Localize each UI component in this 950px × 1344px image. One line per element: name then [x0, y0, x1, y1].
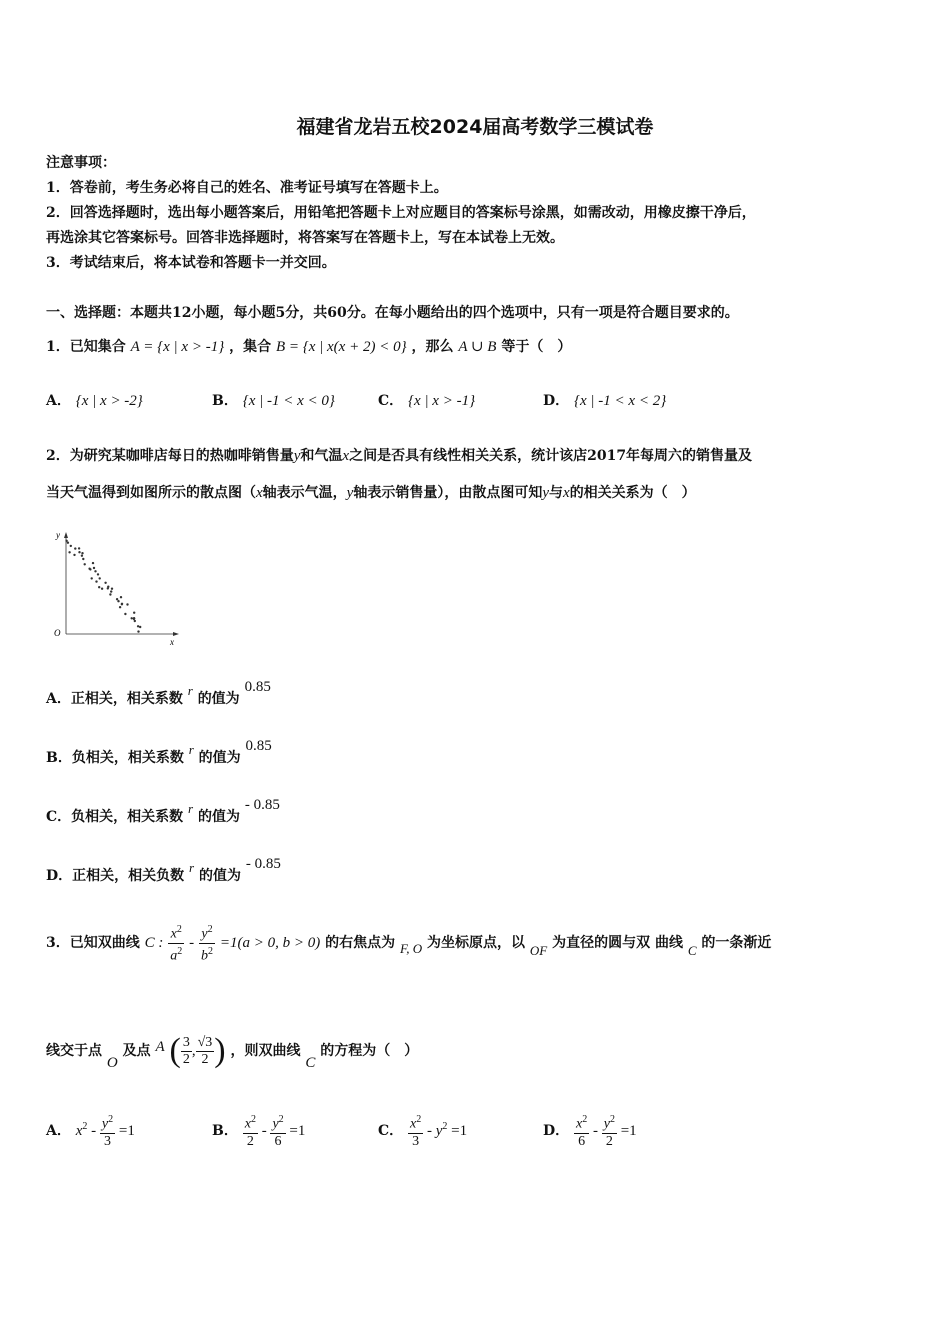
scatter-points [65, 540, 141, 633]
notice-item-1: 1．答卷前，考生务必将自己的姓名、准考证号填写在答题卡上。 [46, 180, 448, 196]
scatter-point [74, 547, 76, 549]
scatter-point [119, 606, 121, 608]
q1-option-d[interactable]: D． {x | -1 < x < 2} [543, 393, 667, 409]
scatter-point [73, 554, 75, 556]
q2-var-x: x [342, 448, 350, 464]
scatter-point [78, 547, 80, 549]
scatter-point [81, 555, 83, 557]
scatter-point [84, 563, 86, 565]
scatter-point [91, 577, 93, 579]
scatter-point [65, 540, 67, 542]
q1-option-b-value: {x | -1 < x < 0} [242, 393, 335, 409]
q3-frac-y2-b2: $\frac{y^2}{b^2}$ [201, 924, 213, 964]
question-3-line-2: 线交于点 O 及点 A ( $\frac{3}{2}$ , $\frac{√3}{2}$ ) ，则双曲线 C 的方程为（ ） [46, 1032, 419, 1071]
notice-item-3: 3．考试结束后，将本试卷和答题卡一并交回。 [46, 255, 336, 271]
q2-option-b[interactable]: B．负相关，相关系数 r 的值为 0.85 [46, 738, 272, 766]
notice-item-2a: 2．回答选择题时，选出每小题答案后，用铅笔把答题卡上对应题目的答案标号涂黑，如需改动，用橡皮擦干净后， [46, 205, 756, 221]
plot-y-label: y [56, 530, 60, 540]
scatter-point [120, 596, 122, 598]
scatter-point [97, 573, 99, 575]
plot-x-label: x [170, 637, 174, 647]
q2-option-d[interactable]: D．正相关，相关负数 r 的值为 - 0.85 [46, 856, 281, 884]
page-title: 福建省龙岩五校2024届高考数学三模试卷 [296, 116, 654, 138]
q1-option-a[interactable]: A． {x | x > -2} [46, 393, 143, 409]
q2-option-a-value: 0.85 [244, 679, 271, 695]
plot-origin-label: O [54, 628, 61, 638]
scatter-point [133, 617, 135, 619]
scatter-point [81, 552, 83, 554]
scatter-point [117, 600, 119, 602]
q1-mid: ，集合 [229, 339, 272, 355]
q1-option-c-value: {x | x > -1} [408, 393, 476, 409]
scatter-point [121, 603, 123, 605]
scatter-point [82, 558, 84, 560]
scatter-point [94, 570, 96, 572]
question-3-line-1: 3．已知双曲线 C : $\frac{x^2}{a^2}$ - $\frac{y^2}{b^2}$ =1(a > 0, b > 0) 的右焦点为 F, O 为坐标原点，以 OF 为直径的圆与双 曲线 C 的一条渐近 [46, 924, 772, 964]
scatter-point [95, 580, 97, 582]
question-2-line-1: 2．为研究某咖啡店每日的热咖啡销售量y和气温x之间是否具有线性相关关系，统计该店2017年每周六的销售量及 [46, 448, 753, 464]
question-1 [46, 336, 571, 356]
q1-set-a: A = {x | x > -1} [130, 339, 225, 355]
q2-var-y: y [293, 448, 301, 464]
scatter-point [124, 613, 126, 615]
notice-item-2b: 再选涂其它答案标号。回答非选择题时，将答案写在答题卡上，写在本试卷上无效。 [46, 230, 564, 246]
scatter-point [126, 603, 128, 605]
scatter-point [89, 568, 91, 570]
q1-option-d-value: {x | -1 < x < 2} [574, 393, 667, 409]
scatter-plot [48, 528, 183, 648]
scatter-point [99, 577, 101, 579]
scatter-point [137, 630, 139, 632]
q3-option-b[interactable]: B． $\frac{x^2}{2}$ - $\frac{y^2}{6}$ =1 [212, 1114, 306, 1149]
question-2-line-2: 当天气温得到如图所示的散点图（x轴表示气温，y轴表示销售量），由散点图可知y与x的相关关系为（ ） [46, 485, 696, 501]
scatter-point [92, 562, 94, 564]
q3-point-a-y: $\frac{√3}{2}$ [197, 1034, 213, 1067]
q3-option-d[interactable]: D． $\frac{x^2}{6}$ - $\frac{y^2}{2}$ =1 [543, 1114, 637, 1149]
q2-option-c-value: - 0.85 [244, 797, 280, 813]
scatter-point [133, 612, 135, 614]
plot-x-arrow [173, 632, 179, 636]
q1-prefix: 1．已知集合 [46, 339, 126, 355]
scatter-point [68, 551, 70, 553]
q1-set-b: B = {x | x(x + 2) < 0} [275, 339, 407, 355]
q3-option-a[interactable]: A． $x^2$ - $\frac{y^2}{3}$ =1 [46, 1114, 135, 1149]
scatter-point [101, 588, 103, 590]
scatter-point [70, 545, 72, 547]
scatter-point [137, 625, 139, 627]
q3-option-c[interactable]: C． $\frac{x^2}{3}$ - $y^2 =1$ [378, 1114, 468, 1149]
q2-option-d-value: - 0.85 [245, 856, 281, 872]
q1-option-c[interactable]: C． {x | x > -1} [378, 393, 476, 409]
notice-heading: 注意事项： [46, 155, 116, 171]
scatter-point [111, 588, 113, 590]
q1-then: ，那么 [411, 339, 454, 355]
section-heading: 一、选择题：本题共12小题，每小题5分，共60分。在每小题给出的四个选项中，只有一项是符合题目要求的。 [46, 305, 739, 321]
q1-suffix: 等于（ ） [501, 339, 572, 355]
q1-option-b[interactable]: B． {x | -1 < x < 0} [212, 393, 335, 409]
scatter-point [104, 582, 106, 584]
q2-option-c[interactable]: C．负相关，相关系数 r 的值为 - 0.85 [46, 797, 280, 825]
scatter-point [116, 598, 118, 600]
q1-option-a-value: {x | x > -2} [75, 393, 143, 409]
scatter-point [98, 586, 100, 588]
scatter-point [134, 620, 136, 622]
scatter-point [131, 617, 133, 619]
q2-option-a[interactable]: A．正相关，相关系数 r 的值为 0.85 [46, 679, 271, 707]
q1-expr: A ∪ B [458, 339, 497, 355]
scatter-point [139, 626, 141, 628]
q3-point-a-x: $\frac{3}{2}$ [182, 1034, 190, 1067]
plot-y-arrow [64, 532, 68, 538]
scatter-point [93, 567, 95, 569]
scatter-point [107, 587, 109, 589]
q2-option-b-value: 0.85 [245, 738, 272, 754]
scatter-point [110, 590, 112, 592]
scatter-point [109, 593, 111, 595]
scatter-point [78, 551, 80, 553]
q3-frac-x2-a2: $\frac{x^2}{a^2}$ [170, 924, 183, 964]
